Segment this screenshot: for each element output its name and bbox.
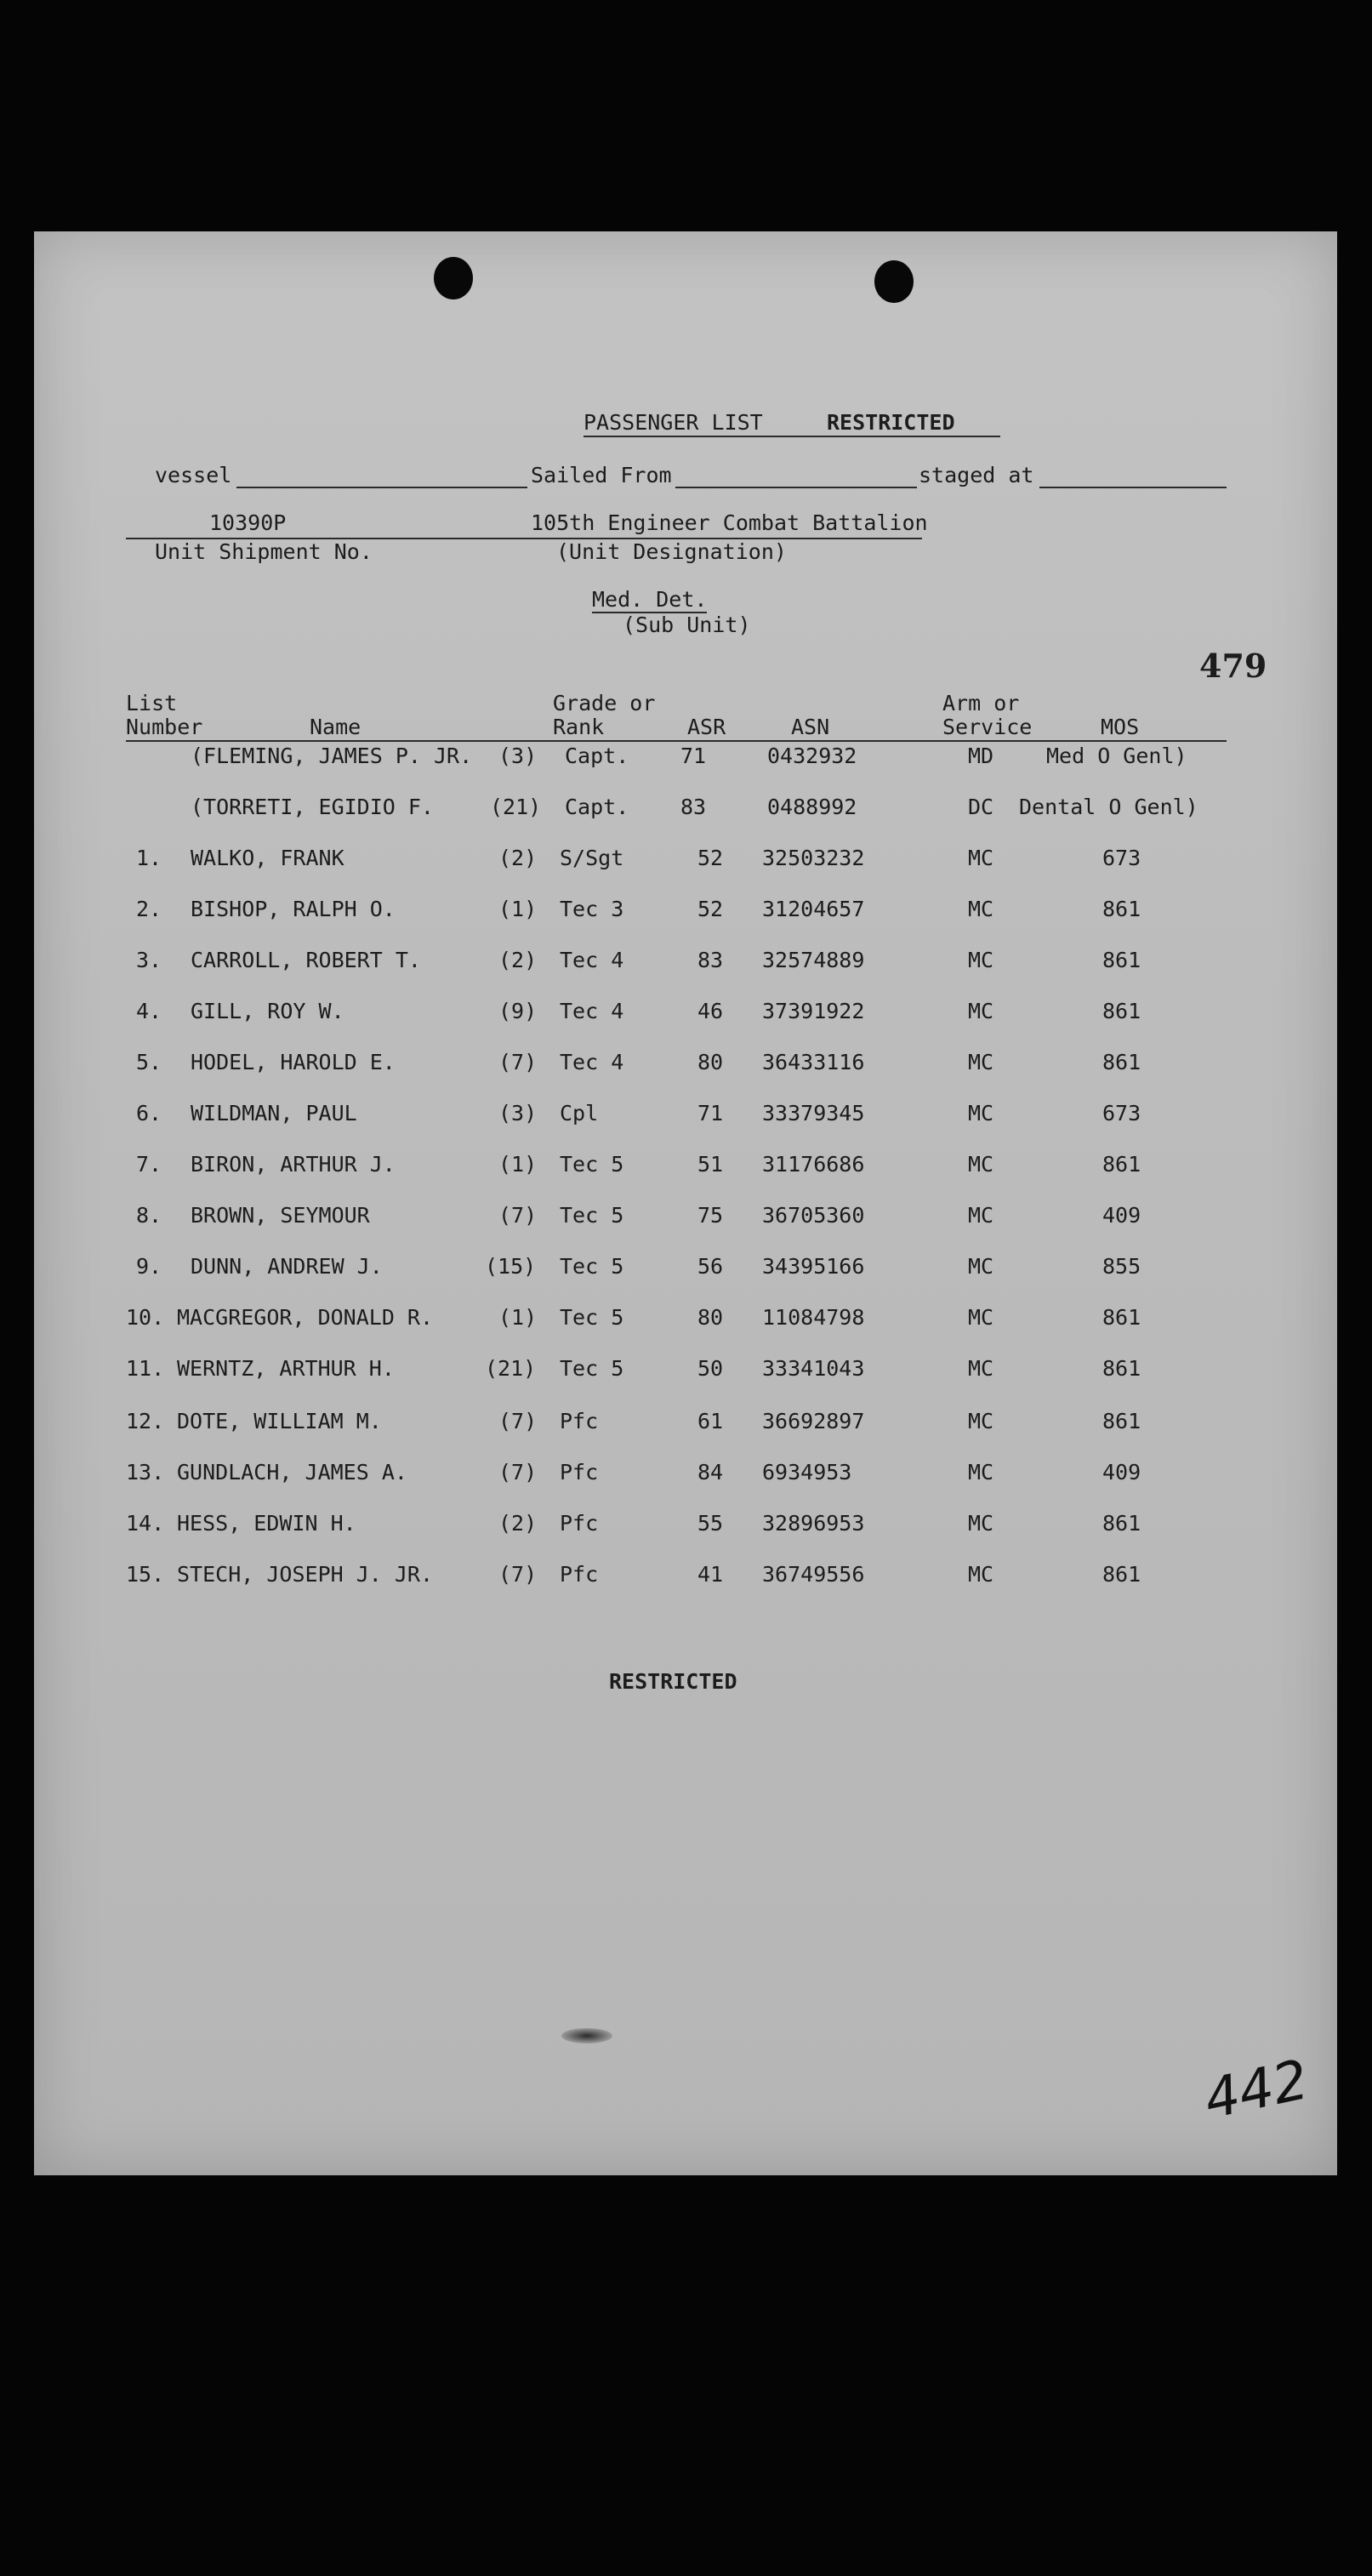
- row-asn: 33341043: [762, 1356, 865, 1381]
- row-number: 6.: [136, 1101, 162, 1126]
- officer-code: (3): [498, 744, 538, 768]
- row-code: (7): [498, 1409, 538, 1433]
- officer-asn: 0432932: [767, 744, 857, 768]
- row-asr: 56: [697, 1254, 724, 1279]
- row-code: (7): [498, 1050, 538, 1074]
- row-name: GUNDLACH, JAMES A.: [177, 1460, 407, 1485]
- row-mos: 673: [1102, 1101, 1141, 1126]
- table-row: [34, 846, 1337, 880]
- row-code: (1): [498, 1305, 538, 1330]
- row-name: HESS, EDWIN H.: [177, 1511, 356, 1536]
- col-asr: ASR: [687, 715, 726, 739]
- officer-mos: Med O Genl): [1046, 744, 1187, 768]
- row-asn: 11084798: [762, 1305, 865, 1330]
- row-name: DUNN, ANDREW J.: [191, 1254, 383, 1279]
- officer-asn: 0488992: [767, 795, 857, 819]
- row-arm: MC: [968, 999, 994, 1023]
- row-arm: MC: [968, 1511, 994, 1536]
- officer-name: (FLEMING, JAMES P. JR.: [191, 744, 473, 768]
- row-asr: 84: [697, 1460, 724, 1485]
- row-code: (2): [498, 1511, 538, 1536]
- row-asn: 31204657: [762, 897, 865, 921]
- row-code: (1): [498, 1152, 538, 1177]
- row-mos: 861: [1102, 1409, 1141, 1433]
- staged-at-label: staged at: [919, 463, 1034, 487]
- row-code: (15): [485, 1254, 537, 1279]
- col-asn: ASN: [791, 715, 830, 739]
- row-asr: 51: [697, 1152, 724, 1177]
- row-number: 14.: [126, 1511, 165, 1536]
- sailed-from-label: Sailed From: [531, 463, 672, 487]
- row-arm: MC: [968, 948, 994, 972]
- row-mos: 861: [1102, 1562, 1141, 1587]
- document-title: PASSENGER LIST: [584, 410, 763, 435]
- row-mos: 409: [1102, 1203, 1141, 1228]
- row-name: WALKO, FRANK: [191, 846, 344, 870]
- row-number: 7.: [136, 1152, 162, 1177]
- footer-classification: RESTRICTED: [609, 1669, 737, 1694]
- row-arm: MC: [968, 1356, 994, 1381]
- row-mos: 861: [1102, 1511, 1141, 1536]
- row-arm: MC: [968, 1460, 994, 1485]
- table-row: [34, 1305, 1337, 1339]
- row-name: GILL, ROY W.: [191, 999, 344, 1023]
- row-mos: 861: [1102, 948, 1141, 972]
- row-asn: 36692897: [762, 1409, 865, 1433]
- staged-at-field: [1039, 487, 1227, 488]
- row-asn: 34395166: [762, 1254, 865, 1279]
- row-number: 9.: [136, 1254, 162, 1279]
- row-code: (7): [498, 1562, 538, 1587]
- row-asn: 36705360: [762, 1203, 865, 1228]
- row-arm: MC: [968, 1562, 994, 1587]
- row-rank: Tec 5: [560, 1356, 624, 1381]
- unit-shipment-label: Unit Shipment No.: [155, 539, 373, 564]
- sailed-from-field: [675, 487, 917, 488]
- row-arm: MC: [968, 1305, 994, 1330]
- row-arm: MC: [968, 897, 994, 921]
- table-row: [34, 1152, 1337, 1186]
- row-asn: 32896953: [762, 1511, 865, 1536]
- row-number: 12.: [126, 1409, 165, 1433]
- ink-smudge: [561, 2028, 612, 2043]
- row-arm: MC: [968, 1254, 994, 1279]
- row-asr: 75: [697, 1203, 724, 1228]
- col-list-number-2: Number: [126, 715, 203, 739]
- row-asr: 46: [697, 999, 724, 1023]
- row-asr: 80: [697, 1050, 724, 1074]
- officer-arm: MD: [968, 744, 994, 768]
- row-rank: Tec 5: [560, 1305, 624, 1330]
- row-asn: 36433116: [762, 1050, 865, 1074]
- table-row: [34, 1562, 1337, 1596]
- row-name: WILDMAN, PAUL: [191, 1101, 357, 1126]
- row-arm: MC: [968, 1152, 994, 1177]
- row-rank: Tec 5: [560, 1203, 624, 1228]
- col-grade: Grade or: [553, 691, 656, 715]
- header-rule: [126, 740, 1227, 742]
- row-asn: 33379345: [762, 1101, 865, 1126]
- table-row: [34, 1460, 1337, 1494]
- punch-hole-right: [874, 260, 914, 303]
- row-asn: 37391922: [762, 999, 865, 1023]
- table-row: [34, 1511, 1337, 1545]
- page-number: 479: [1199, 647, 1267, 685]
- row-code: (21): [485, 1356, 537, 1381]
- punch-hole-left: [434, 257, 473, 299]
- row-rank: Tec 3: [560, 897, 624, 921]
- row-rank: Pfc: [560, 1562, 599, 1587]
- row-number: 3.: [136, 948, 162, 972]
- table-row: [34, 999, 1337, 1033]
- officer-code: (21): [490, 795, 542, 819]
- row-number: 13.: [126, 1460, 165, 1485]
- row-name: MACGREGOR, DONALD R.: [177, 1305, 434, 1330]
- row-arm: MC: [968, 1409, 994, 1433]
- title-underline: [584, 436, 1000, 437]
- row-code: (2): [498, 948, 538, 972]
- row-asn: 36749556: [762, 1562, 865, 1587]
- row-asn: 6934953: [762, 1460, 852, 1485]
- row-asr: 52: [697, 846, 724, 870]
- row-rank: Pfc: [560, 1511, 599, 1536]
- row-name: DOTE, WILLIAM M.: [177, 1409, 382, 1433]
- row-mos: 673: [1102, 846, 1141, 870]
- col-list-number: List: [126, 691, 178, 715]
- sub-unit-label: (Sub Unit): [623, 613, 751, 637]
- row-name: CARROLL, ROBERT T.: [191, 948, 421, 972]
- row-number: 1.: [136, 846, 162, 870]
- row-mos: 409: [1102, 1460, 1141, 1485]
- col-arm: Arm or: [942, 691, 1020, 715]
- row-mos: 861: [1102, 1152, 1141, 1177]
- row-rank: Cpl: [560, 1101, 599, 1126]
- officer-arm: DC: [968, 795, 994, 819]
- row-asr: 41: [697, 1562, 724, 1587]
- table-row: [34, 1254, 1337, 1288]
- unit-designation: 105th Engineer Combat Battalion: [531, 510, 928, 535]
- row-code: (7): [498, 1203, 538, 1228]
- row-number: 8.: [136, 1203, 162, 1228]
- officer-name: (TORRETI, EGIDIO F.: [191, 795, 434, 819]
- row-asr: 71: [697, 1101, 724, 1126]
- col-arm-2: Service: [942, 715, 1033, 739]
- unit-shipment-number: 10390P: [209, 510, 287, 535]
- row-number: 11.: [126, 1356, 165, 1381]
- row-asr: 61: [697, 1409, 724, 1433]
- row-code: (1): [498, 897, 538, 921]
- row-asr: 55: [697, 1511, 724, 1536]
- row-code: (3): [498, 1101, 538, 1126]
- row-number: 10.: [126, 1305, 165, 1330]
- table-row: [34, 1203, 1337, 1237]
- row-rank: Tec 5: [560, 1152, 624, 1177]
- row-rank: S/Sgt: [560, 846, 624, 870]
- header-classification: RESTRICTED: [827, 410, 955, 435]
- row-name: WERNTZ, ARTHUR H.: [177, 1356, 395, 1381]
- row-code: (2): [498, 846, 538, 870]
- row-number: 4.: [136, 999, 162, 1023]
- officer-asr: 71: [680, 744, 707, 768]
- officer-row: [34, 795, 1337, 829]
- table-row: [34, 1409, 1337, 1443]
- officer-asr: 83: [680, 795, 707, 819]
- row-arm: MC: [968, 1050, 994, 1074]
- officer-rank: Capt.: [565, 744, 629, 768]
- col-grade-2: Rank: [553, 715, 605, 739]
- row-number: 5.: [136, 1050, 162, 1074]
- row-code: (7): [498, 1460, 538, 1485]
- row-mos: 861: [1102, 1050, 1141, 1074]
- document-page: [34, 231, 1337, 2175]
- row-arm: MC: [968, 1101, 994, 1126]
- officer-mos: Dental O Genl): [1019, 795, 1198, 819]
- handwritten-note: 442: [1198, 2049, 1314, 2132]
- row-asr: 80: [697, 1305, 724, 1330]
- row-number: 15.: [126, 1562, 165, 1587]
- row-rank: Tec 4: [560, 999, 624, 1023]
- row-rank: Pfc: [560, 1460, 599, 1485]
- row-asn: 32574889: [762, 948, 865, 972]
- row-asn: 32503232: [762, 846, 865, 870]
- row-number: 2.: [136, 897, 162, 921]
- row-code: (9): [498, 999, 538, 1023]
- vessel-field: [236, 487, 527, 488]
- row-arm: MC: [968, 846, 994, 870]
- row-mos: 861: [1102, 999, 1141, 1023]
- officer-rank: Capt.: [565, 795, 629, 819]
- table-row: [34, 1050, 1337, 1084]
- row-name: BROWN, SEYMOUR: [191, 1203, 370, 1228]
- row-name: BIRON, ARTHUR J.: [191, 1152, 396, 1177]
- row-asr: 50: [697, 1356, 724, 1381]
- row-asr: 52: [697, 897, 724, 921]
- row-name: HODEL, HAROLD E.: [191, 1050, 396, 1074]
- row-mos: 861: [1102, 897, 1141, 921]
- row-arm: MC: [968, 1203, 994, 1228]
- row-name: BISHOP, RALPH O.: [191, 897, 396, 921]
- row-rank: Pfc: [560, 1409, 599, 1433]
- table-row: [34, 1356, 1337, 1390]
- row-mos: 861: [1102, 1356, 1141, 1381]
- sub-unit: Med. Det.: [592, 587, 708, 612]
- vessel-label: vessel: [155, 463, 232, 487]
- row-mos: 855: [1102, 1254, 1141, 1279]
- row-asn: 31176686: [762, 1152, 865, 1177]
- row-rank: Tec 5: [560, 1254, 624, 1279]
- table-row: [34, 1101, 1337, 1135]
- row-name: STECH, JOSEPH J. JR.: [177, 1562, 434, 1587]
- table-row: [34, 948, 1337, 982]
- row-rank: Tec 4: [560, 948, 624, 972]
- row-asr: 83: [697, 948, 724, 972]
- unit-designation-label: (Unit Designation): [556, 539, 787, 564]
- officer-row: [34, 744, 1337, 778]
- row-rank: Tec 4: [560, 1050, 624, 1074]
- table-row: [34, 897, 1337, 931]
- col-name: Name: [310, 715, 362, 739]
- row-mos: 861: [1102, 1305, 1141, 1330]
- col-mos: MOS: [1101, 715, 1140, 739]
